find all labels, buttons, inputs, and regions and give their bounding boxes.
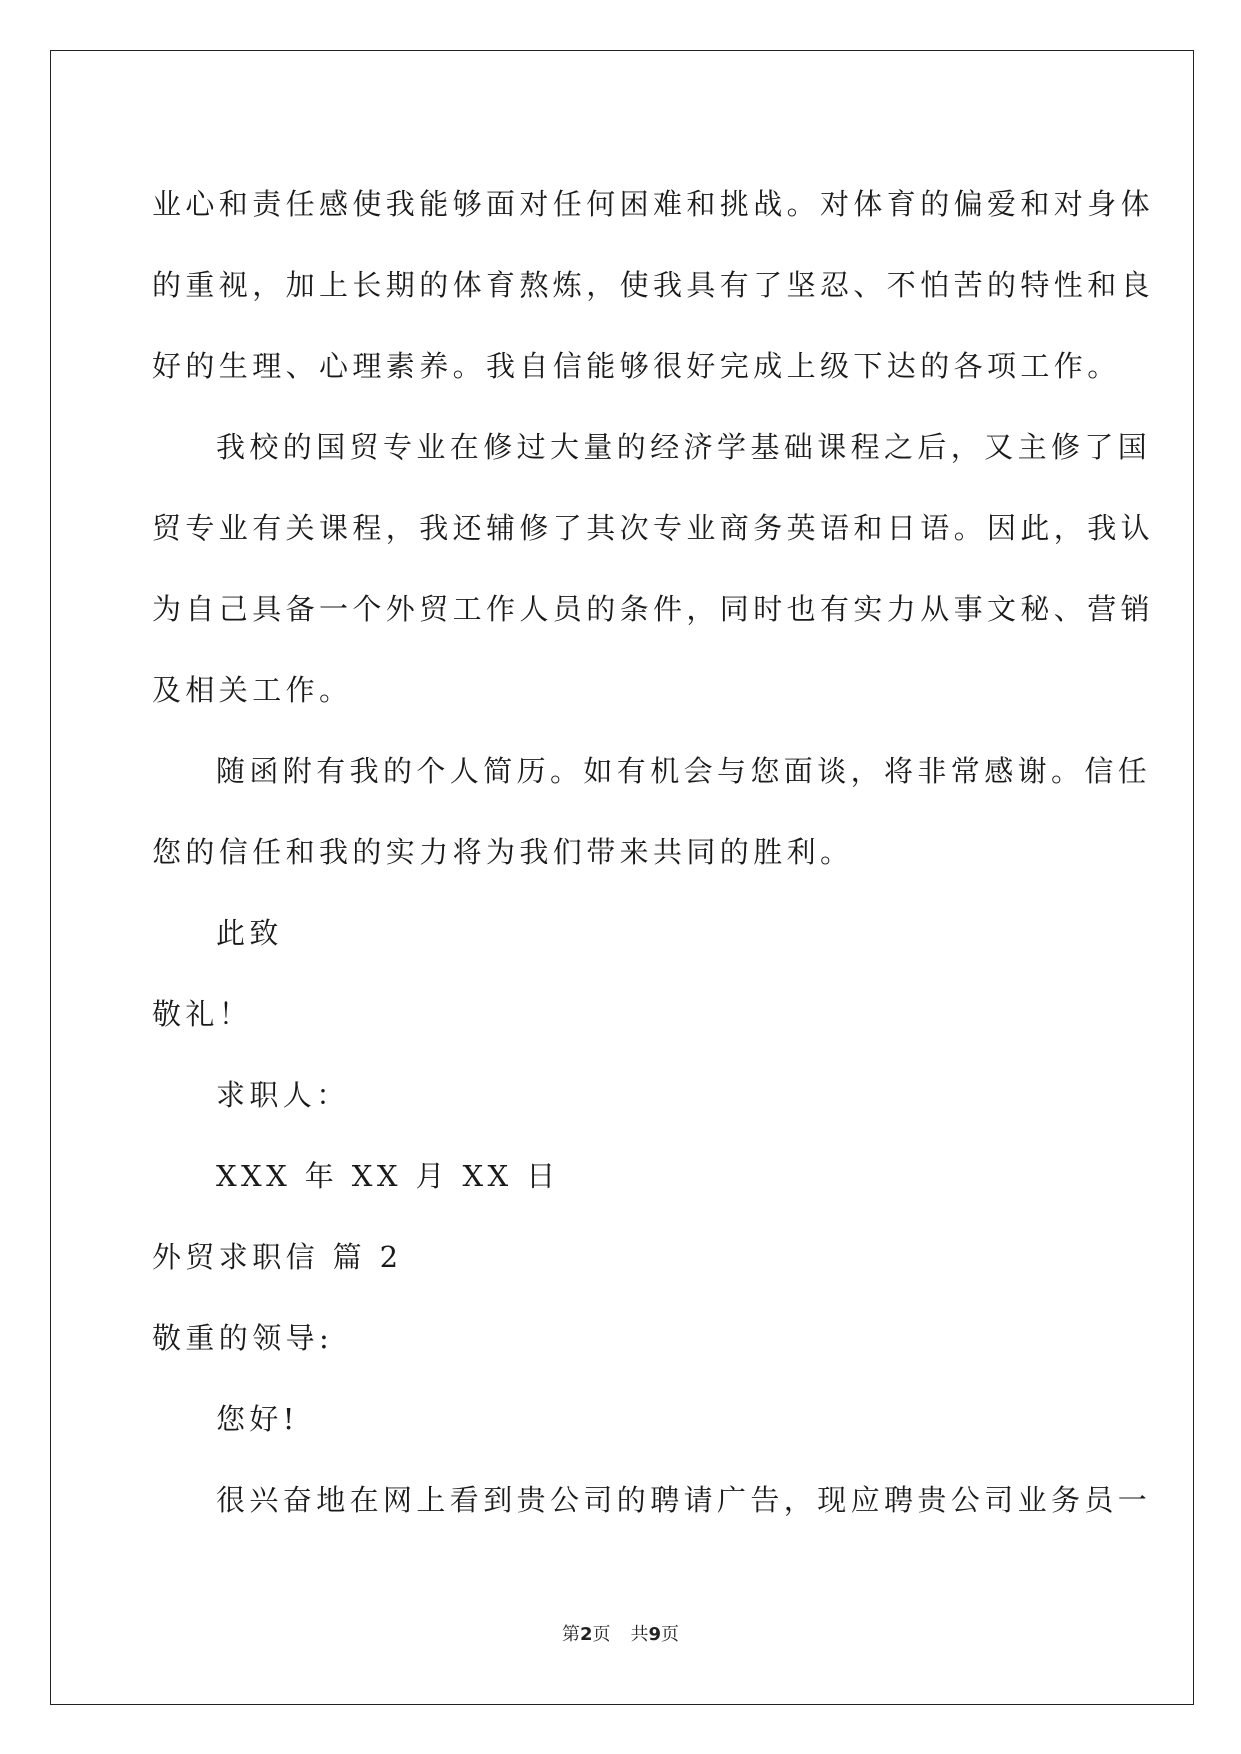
- letter-date: XXX 年 XX 月 XX 日: [216, 1159, 560, 1193]
- text-line-6: 为自己具备一个外贸工作人员的条件，同时也有实力从事文秘、营销: [152, 592, 1155, 626]
- page-suffix: 页: [592, 1624, 611, 1645]
- text-line-17: 很兴奋地在网上看到贵公司的聘请广告，现应聘贵公司业务员一: [216, 1483, 1152, 1517]
- greeting: 您好!: [216, 1402, 299, 1436]
- closing-salutation: 此致: [216, 916, 283, 950]
- text-line-2: 的重视，加上长期的体育熬炼，使我具有了坚忍、不怕苦的特性和良: [152, 268, 1155, 302]
- text-line-5: 贸专业有关课程，我还辅修了其次专业商务英语和日语。因此，我认: [152, 511, 1155, 545]
- text-line-4: 我校的国贸专业在修过大量的经济学基础课程之后，又主修了国: [216, 430, 1152, 464]
- text-line-7: 及相关工作。: [152, 673, 353, 707]
- document-body: [152, 164, 1155, 1541]
- total-prefix: 共: [630, 1624, 649, 1645]
- closing-regards: 敬礼！: [152, 997, 253, 1031]
- text-line-8: 随函附有我的个人简历。如有机会与您面谈，将非常感谢。信任: [216, 754, 1152, 788]
- page-total: 9: [648, 1624, 662, 1645]
- page-current: 2: [579, 1624, 593, 1645]
- page-footer: [0, 1620, 1241, 1646]
- page-prefix: 第: [561, 1624, 580, 1645]
- total-suffix: 页: [661, 1624, 680, 1645]
- text-line-1: 业心和责任感使我能够面对任何困难和挑战。对体育的偏爱和对身体: [152, 187, 1155, 221]
- greeting-recipient: 敬重的领导:: [152, 1321, 334, 1355]
- text-line-3: 好的生理、心理素养。我自信能够很好完成上级下达的各项工作。: [152, 349, 1121, 383]
- applicant-label: 求职人：: [216, 1078, 350, 1112]
- text-line-9: 您的信任和我的实力将为我们带来共同的胜利。: [152, 835, 854, 869]
- section-heading: 外贸求职信 篇 2: [152, 1240, 403, 1274]
